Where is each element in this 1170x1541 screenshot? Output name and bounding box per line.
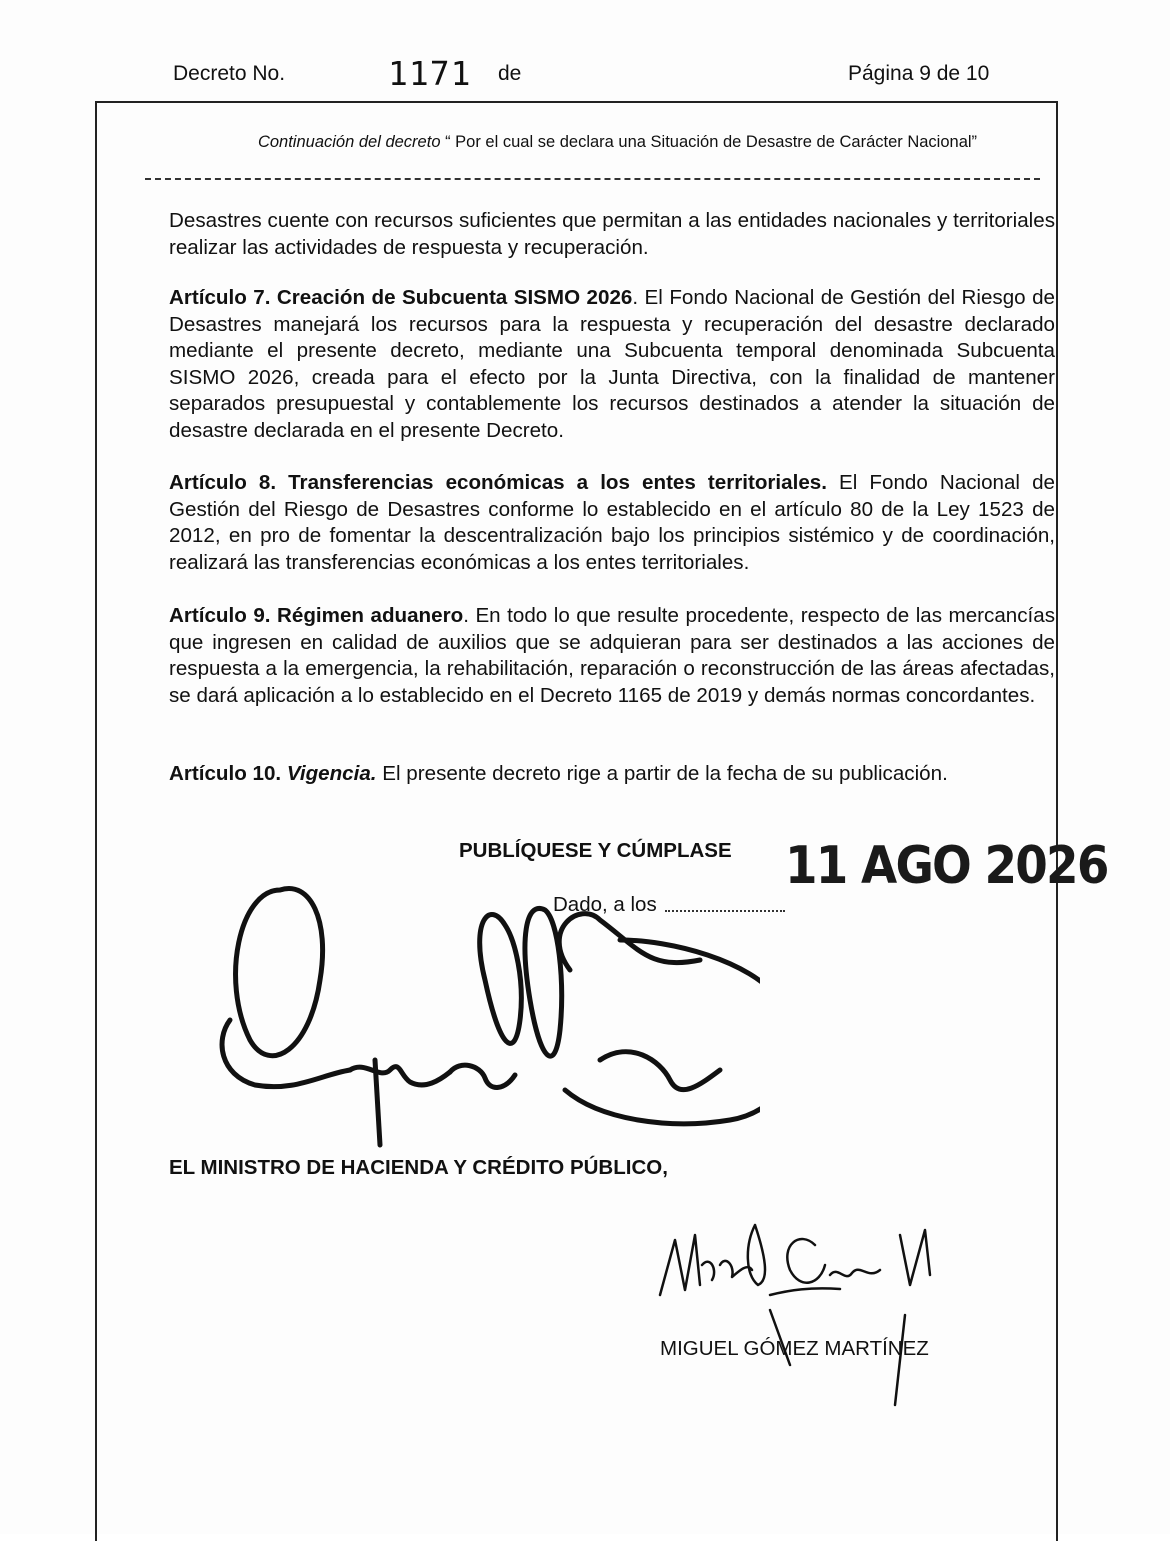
minister-name: MIGUEL GÓMEZ MARTÍNEZ — [660, 1337, 929, 1360]
article-10-heading-italic: Vigencia. — [281, 762, 377, 785]
publiquese-heading: PUBLÍQUESE Y CÚMPLASE — [459, 839, 732, 862]
article-9 — [169, 603, 1055, 709]
decreto-de: de — [498, 62, 522, 85]
article-8 — [169, 470, 1055, 576]
continuation-line — [110, 133, 1125, 152]
article-10-heading: Artículo 10. — [169, 762, 282, 785]
decreto-label: Decreto No. — [173, 62, 286, 85]
article-7-body: . El Fondo Nacional de Gestión del Riesgo de Desastres manejará los recursos para la respuesta y recuperación del desastre declarado mediante el presente decreto, mediante una Subcuenta temporal denominada Subcuenta SISMO 2026, creada para el efecto por la Junta Directiva, con la finalidad de mantener separados presupuestal y contablemente los recursos destinados a atender la situación de desastre declarada en el presente Decreto. — [169, 286, 1056, 442]
article-10 — [169, 761, 1055, 788]
article-9-body: . En todo lo que resulte procedente, respecto de las mercancías que ingresen en calidad de auxilios que se adquieran para ser destinados a las acciones de respuesta a la emergencia, la rehabilitación, reparación o reconstrucción de las áreas afectadas, se dará aplicación a lo establecido en el Decreto 1165 de 2019 y demás normas concordantes. — [169, 604, 1055, 707]
minister-signature — [640, 1215, 960, 1415]
page-indicator: Página 9 de 10 — [848, 62, 990, 85]
paragraph-continuation: Desastres cuente con recursos suficientes que permitan a las entidades nacionales y territoriales realizar las actividades de respuesta y recuperación. — [169, 209, 1055, 259]
article-7-heading: Artículo 7. Creación de Subcuenta SISMO 2026 — [169, 286, 633, 309]
article-10-body: El presente decreto rige a partir de la fecha de su publicación. — [376, 762, 948, 785]
continuation-title: “ Por el cual se declara una Situación de Desastre de Carácter Nacional” — [445, 133, 978, 151]
dado-text: Dado, a los — [553, 893, 657, 916]
article-8-body: El Fondo Nacional de Gestión del Riesgo de Desastres conforme lo establecido en el artículo 80 de la Ley 1523 de 2012, en pro de fomentar la descentralización bajo los principios sistémico y de coordinación, realizará las transferencias económicas a los entes territoriales. — [169, 471, 1055, 574]
article-8-heading: Artículo 8. Transferencias económicas a los entes territoriales. — [169, 471, 827, 494]
president-signature — [200, 860, 760, 1150]
decreto-number: 1171 — [388, 54, 472, 93]
continuation-prefix: Continuación del decreto — [257, 133, 441, 151]
document-header — [0, 54, 1170, 93]
article-7 — [169, 285, 1055, 444]
minister-title: EL MINISTRO DE HACIENDA Y CRÉDITO PÚBLICO, — [169, 1156, 668, 1179]
article-9-heading: Artículo 9. Régimen aduanero — [169, 604, 464, 627]
date-stamp: 11 AGO 2026 — [785, 836, 1108, 896]
dashed-divider — [145, 178, 1040, 180]
